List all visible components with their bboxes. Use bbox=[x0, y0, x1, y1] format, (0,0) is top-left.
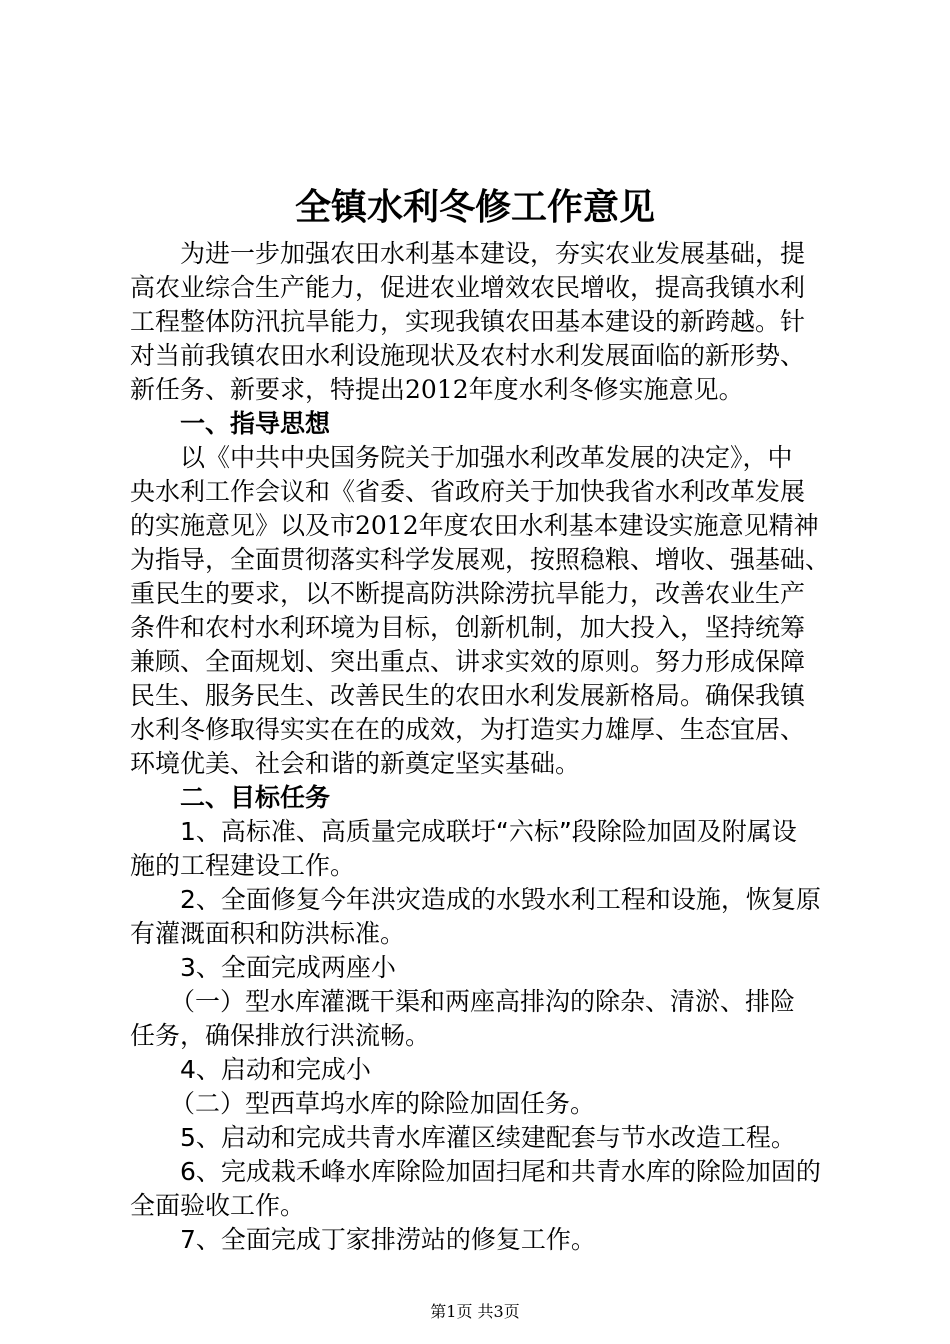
task-line: 3、全面完成两座小 bbox=[180, 953, 396, 982]
section-heading-guiding-ideology: 一、指导思想 bbox=[180, 409, 331, 438]
intro-line: 对当前我镇农田水利设施现状及农村水利发展面临的新形势、 bbox=[130, 341, 806, 370]
page-footer: 第1页 共3页 bbox=[430, 1302, 520, 1321]
task-line: 6、完成栽禾峰水库除险加固扫尾和共青水库的除险加固的 bbox=[180, 1157, 821, 1186]
section1-line: 重民生的要求，以不断提高防洪除涝抗旱能力，改善农业生产 bbox=[130, 579, 806, 608]
section1-line: 条件和农村水利环境为目标，创新机制，加大投入，坚持统筹 bbox=[130, 613, 806, 642]
section1-line: 央水利工作会议和《省委、省政府关于加快我省水利改革发展 bbox=[130, 477, 806, 506]
task-line: （二）型西草坞水库的除险加固任务。 bbox=[170, 1089, 596, 1118]
document-title: 全镇水利冬修工作意见 bbox=[294, 187, 655, 228]
section1-line: 为指导，全面贯彻落实科学发展观，按照稳粮、增收、强基础、 bbox=[130, 545, 831, 574]
task-line: 施的工程建设工作。 bbox=[130, 851, 356, 880]
section-heading-objectives: 二、目标任务 bbox=[180, 783, 331, 812]
intro-line: 高农业综合生产能力，促进农业增效农民增收，提高我镇水利 bbox=[130, 273, 806, 302]
section1-line: 兼顾、全面规划、突出重点、讲求实效的原则。努力形成保障 bbox=[130, 647, 806, 676]
intro-line: 为进一步加强农田水利基本建设，夯实农业发展基础，提 bbox=[180, 239, 806, 268]
task-line: 7、全面完成丁家排涝站的修复工作。 bbox=[180, 1225, 596, 1254]
section1-line: 以《中共中央国务院关于加强水利改革发展的决定》，中 bbox=[180, 443, 793, 472]
intro-line: 新任务、新要求，特提出2012年度水利冬修实施意见。 bbox=[130, 375, 744, 404]
section1-line: 水利冬修取得实实在在的成效，为打造实力雄厚、生态宜居、 bbox=[130, 715, 806, 744]
task-line: 4、启动和完成小 bbox=[180, 1055, 371, 1084]
task-line: 1、高标准、高质量完成联圩“六标”段除险加固及附属设 bbox=[180, 817, 797, 846]
task-line: 有灌溉面积和防洪标准。 bbox=[130, 919, 406, 948]
task-line: 2、全面修复今年洪灾造成的水毁水利工程和设施，恢复原 bbox=[180, 885, 821, 914]
section1-line: 民生、服务民生、改善民生的农田水利发展新格局。确保我镇 bbox=[130, 681, 806, 710]
intro-line: 工程整体防汛抗旱能力，实现我镇农田基本建设的新跨越。针 bbox=[130, 307, 806, 336]
task-line: 任务，确保排放行洪流畅。 bbox=[130, 1021, 431, 1050]
section1-line: 环境优美、社会和谐的新奠定坚实基础。 bbox=[130, 749, 581, 778]
section1-line: 的实施意见》以及市2012年度农田水利基本建设实施意见精神 bbox=[130, 511, 819, 540]
task-line: 全面验收工作。 bbox=[130, 1191, 306, 1220]
task-line: 5、启动和完成共青水库灌区续建配套与节水改造工程。 bbox=[180, 1123, 796, 1152]
task-line: （一）型水库灌溉干渠和两座高排沟的除杂、清淤、排险 bbox=[170, 987, 796, 1016]
